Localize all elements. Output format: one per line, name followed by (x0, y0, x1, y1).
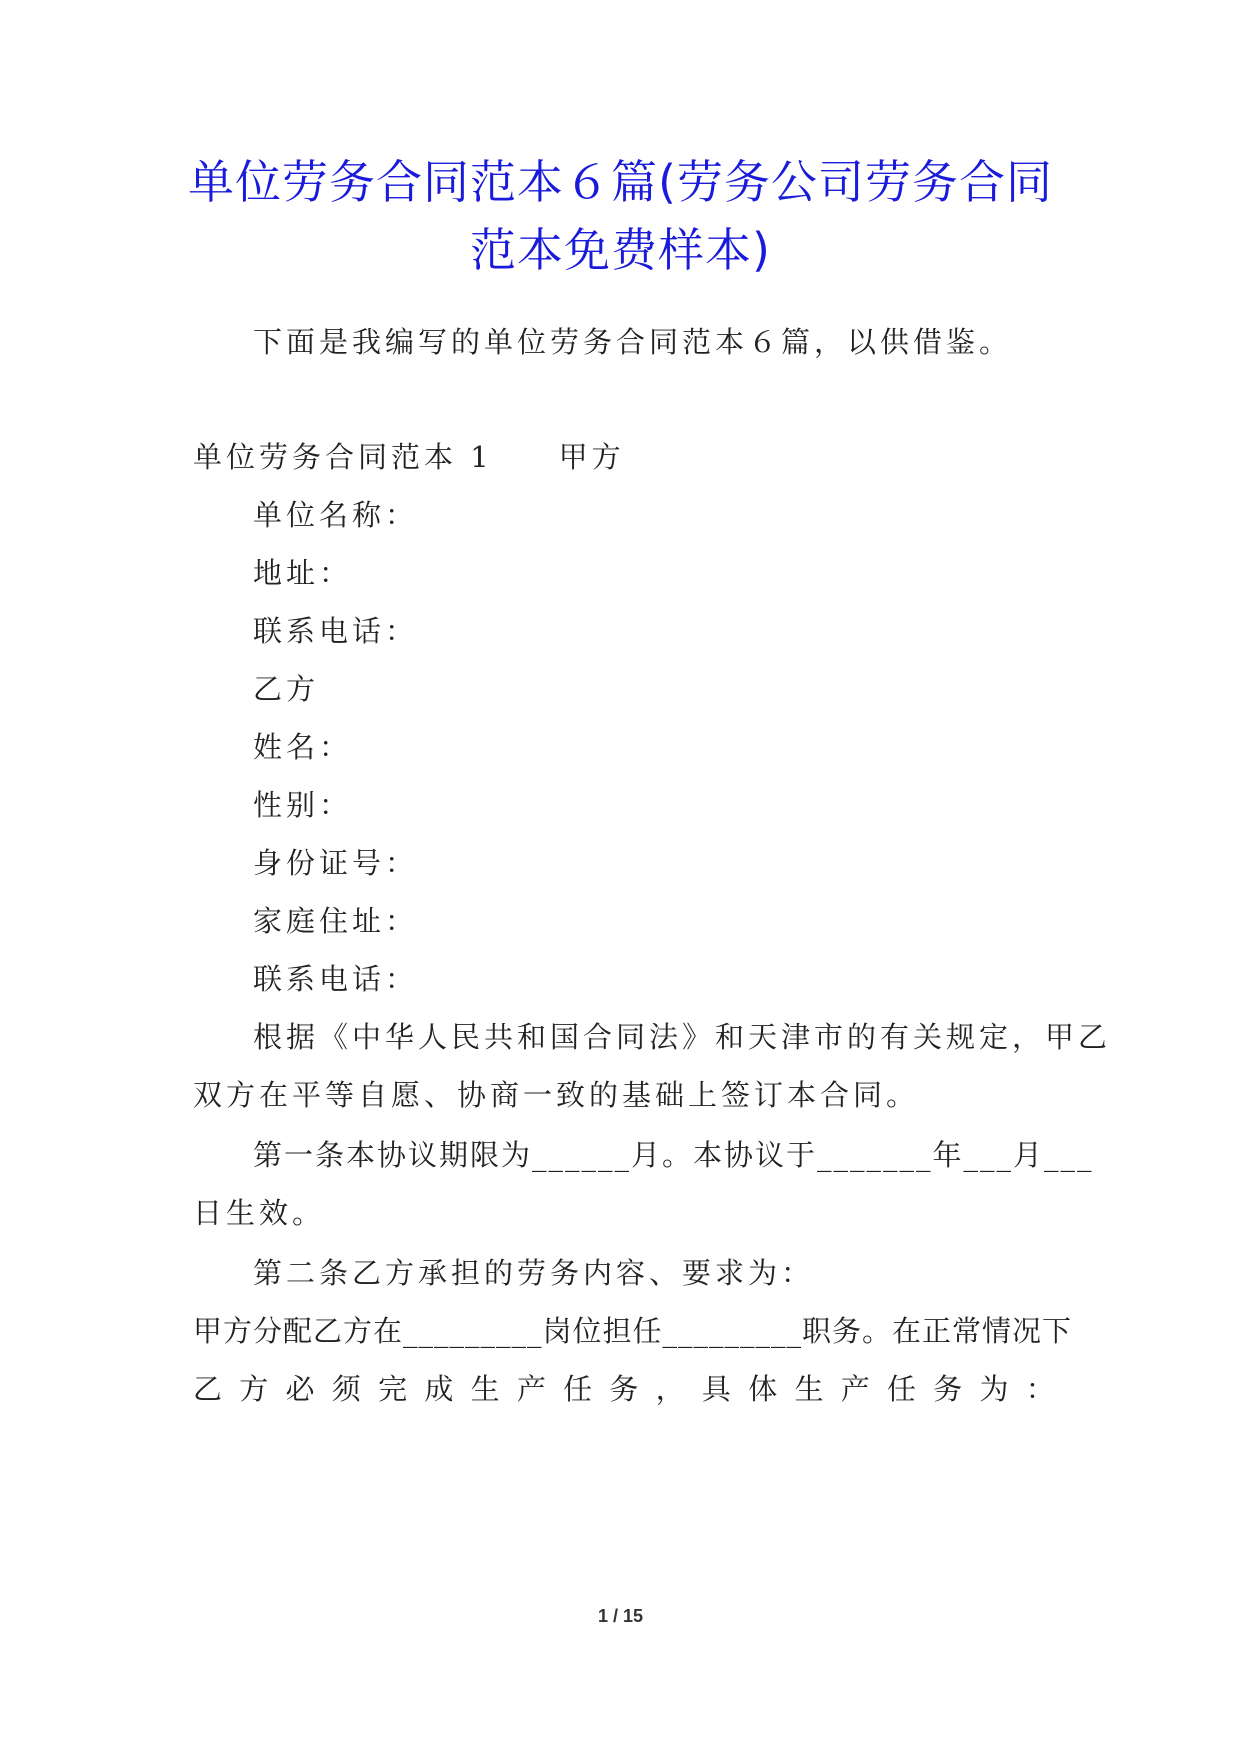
article-2-title: 第二条乙方承担的劳务内容、要求为： (253, 1256, 815, 1290)
justified-char: 产 (840, 1372, 870, 1406)
justified-char: 成 (424, 1372, 454, 1406)
article-1-line-2: 日生效。 (193, 1196, 326, 1230)
justified-char: 任 (563, 1372, 593, 1406)
justified-char: ： (1025, 1372, 1055, 1406)
id-number-field: 身份证号： (253, 846, 419, 880)
justified-char: 具 (701, 1372, 731, 1406)
gender-field: 性别： (253, 788, 353, 822)
unit-name-field: 单位名称： (253, 498, 419, 532)
justified-char: 须 (331, 1372, 361, 1406)
phone-b-field: 联系电话： (253, 962, 419, 996)
justified-char: ， (655, 1372, 685, 1406)
intro-paragraph: 下面是我编写的单位劳务合同范本６篇，以供借鉴。 (253, 325, 1013, 359)
justified-char: 生 (470, 1372, 500, 1406)
home-address-field: 家庭住址： (253, 904, 419, 938)
basis-paragraph-line-1: 根据《中华人民共和国合同法》和天津市的有关规定，甲乙 (253, 1020, 1112, 1054)
justified-char: 务 (609, 1372, 639, 1406)
justified-char: 体 (748, 1372, 778, 1406)
basis-paragraph-line-2: 双方在平等自愿、协商一致的基础上签订本合同。 (193, 1078, 920, 1112)
article-2-line-2 (193, 1369, 1055, 1409)
party-a-label: 甲方 (558, 440, 625, 474)
justified-char: 任 (886, 1372, 916, 1406)
justified-char: 方 (239, 1372, 269, 1406)
party-b-label: 乙方 (253, 672, 320, 706)
address-field: 地址： (253, 556, 353, 590)
justified-char: 必 (285, 1372, 315, 1406)
justified-char: 产 (516, 1372, 546, 1406)
justified-char: 乙 (193, 1372, 223, 1406)
justified-char: 生 (794, 1372, 824, 1406)
justified-char: 为 (979, 1372, 1009, 1406)
section-heading (193, 437, 625, 477)
page-indicator: 1 / 15 (597, 1606, 644, 1626)
document-title-line-1: 单位劳务合同范本６篇(劳务公司劳务合同 (188, 155, 1053, 209)
document-title-line-2: 范本免费样本) (470, 223, 771, 277)
article-2-line-1: 甲方分配乙方在_________岗位担任_________职务。在正常情况下 (193, 1314, 1073, 1348)
justified-char: 完 (378, 1372, 408, 1406)
section-title: 单位劳务合同范本 1 (193, 440, 493, 474)
article-1-line-1: 第一条本协议期限为______月。本协议于_______年___月___ (253, 1138, 1094, 1172)
justified-char: 务 (933, 1372, 963, 1406)
phone-a-field: 联系电话： (253, 614, 419, 648)
name-field: 姓名： (253, 730, 353, 764)
